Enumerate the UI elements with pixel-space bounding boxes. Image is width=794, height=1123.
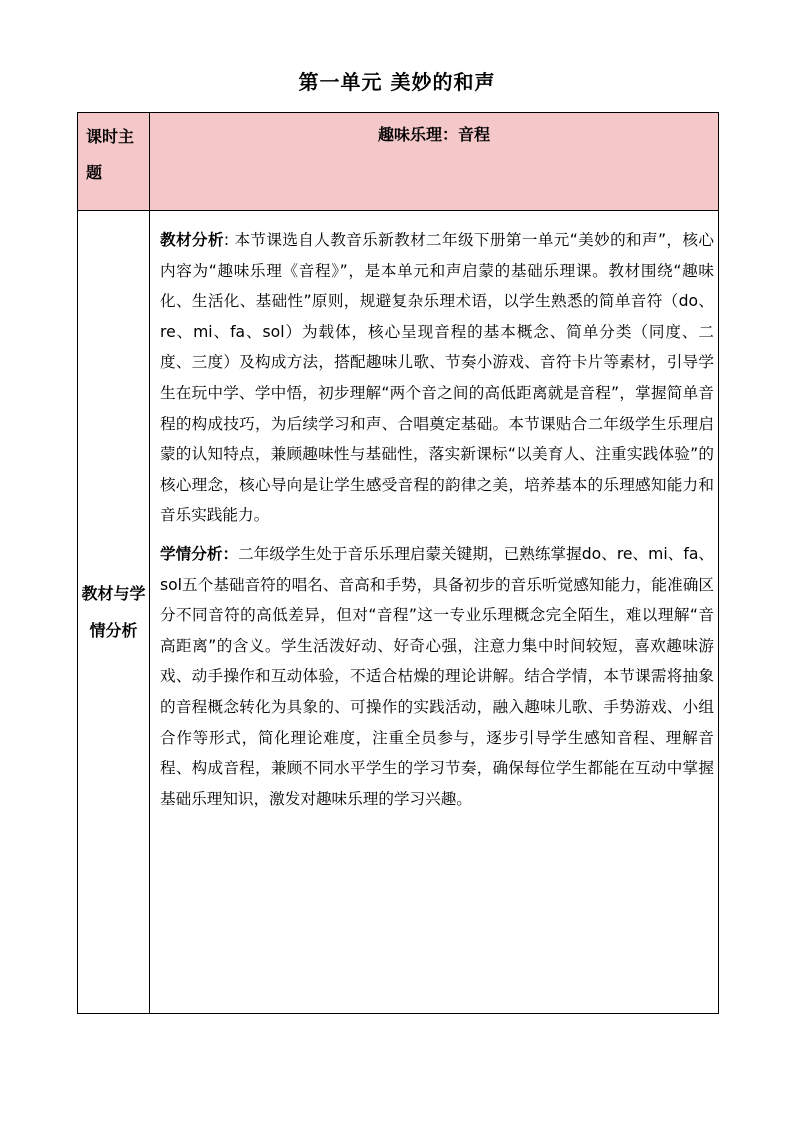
topic-value: 趣味乐理：音程 bbox=[150, 113, 719, 211]
analysis-label: 教材与学情分析 bbox=[78, 211, 150, 1014]
page-title: 第一单元 美妙的和声 bbox=[298, 70, 496, 94]
student-analysis-paragraph bbox=[160, 539, 714, 814]
student-analysis-text: 二年级学生处于音乐乐理启蒙关键期，已熟练掌握do、re、mi、fa、sol五个基础音符的唱名、音高和手势，具备初步的音乐听觉感知能力，能准确区分不同音符的高低差异，但对“音程”这一专业乐理概念完全陌生，难以理解“音高距离”的含义。学生活泼好动、好奇心强，注意力集中时间较短，喜欢趣味游戏、动手操作和互动体验，不适合枯燥的理论讲解。结合学情，本节课需将抽象的音程概念转化为具象的、可操作的实践活动，融入趣味儿歌、手势游戏、小组合作等形式，简化理论难度，注重全员参与，逐步引导学生感知音程、理解音程、构成音程，兼顾不同水平学生的学习节奏，确保每位学生都能在互动中掌握基础乐理知识，激发对趣味乐理的学习兴趣。 bbox=[160, 544, 714, 808]
topic-label: 课时主题 bbox=[78, 113, 150, 211]
student-analysis-heading: 学情分析： bbox=[160, 544, 239, 563]
textbook-analysis-heading: 教材分析 bbox=[160, 231, 224, 249]
textbook-analysis-paragraph bbox=[160, 225, 714, 531]
textbook-analysis-text: 本节课选自人教音乐新教材二年级下册第一单元“美妙的和声”，核心内容为“趣味乐理《音程》”，是本单元和声启蒙的基础乐理课。教材围绕“趣味化、生活化、基础性”原则，规避复杂乐理术语，以学生熟悉的简单音符（do、re、mi、fa、sol）为载体，核心呈现音程的基本概念、简单分类（同度、二度、三度）及构成方法，搭配趣味儿歌、节奏小游戏、音符卡片等素材，引导学生在玩中学、学中悟，初步理解“两个音之间的高低距离就是音程”，掌握简单音程的构成技巧，为后续学习和声、合唱奠定基础。本节课贴合二年级学生乐理启蒙的认知特点，兼顾趣味性与基础性，落实新课标“以美育人、注重实践体验”的核心理念，核心导向是让学生感受音程的韵律之美，培养基本的乐理感知能力和音乐实践能力。 bbox=[160, 231, 714, 525]
analysis-row bbox=[78, 211, 719, 1014]
textbook-analysis-colon: : bbox=[223, 231, 230, 249]
lesson-plan-table bbox=[77, 112, 719, 1014]
topic-row bbox=[78, 113, 719, 211]
analysis-content bbox=[150, 211, 719, 1014]
